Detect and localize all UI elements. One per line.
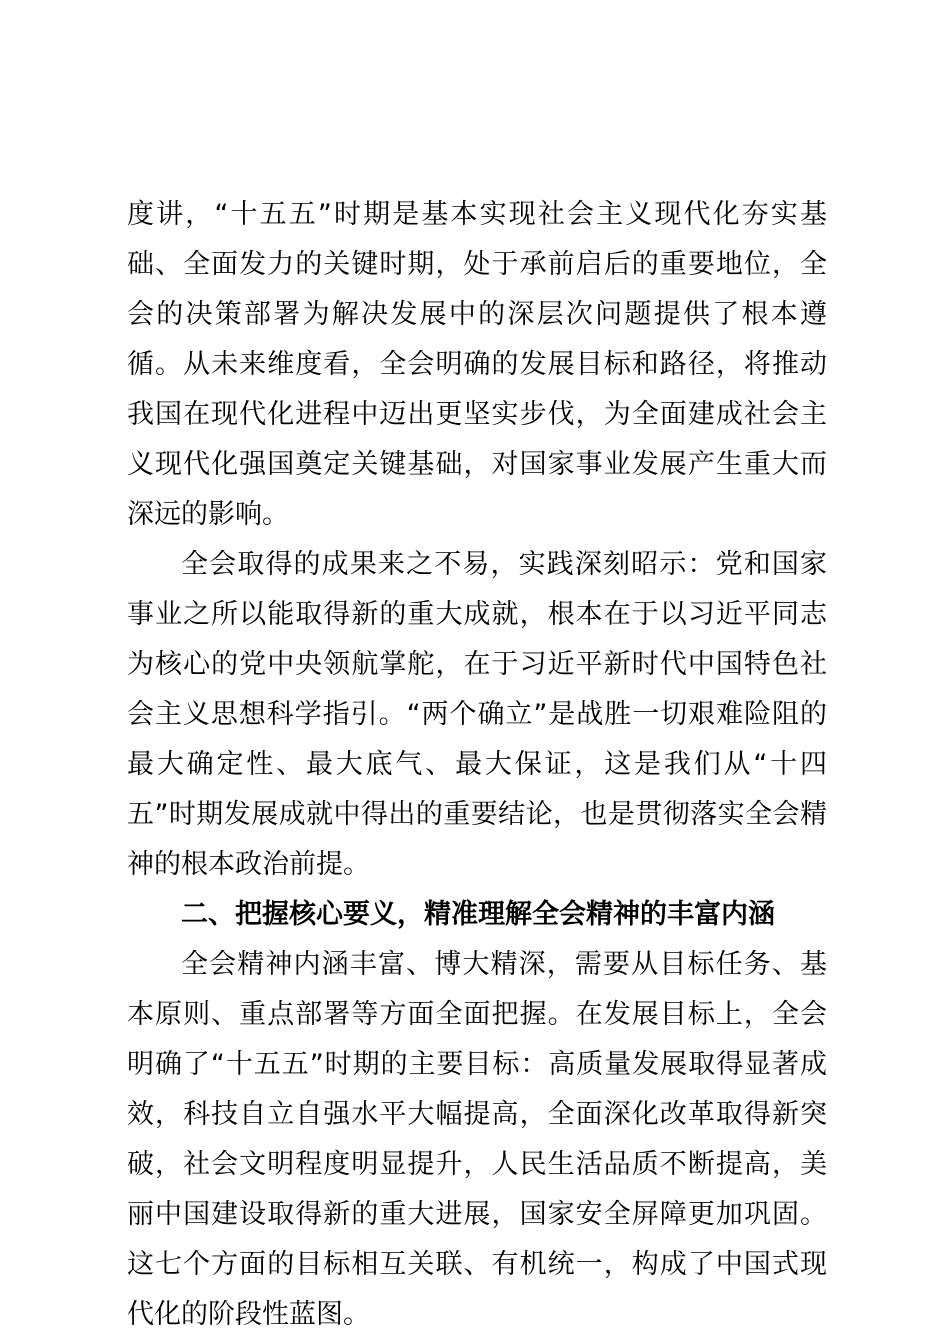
- paragraph-core-meaning: 全会精神内涵丰富、博大精深，需要从目标任务、基本原则、重点部署等方面全面把握。在发展目标上，全会明确了“十五五”时期的主要目标：高质量发展取得显著成效，科技自立自强水平大幅提高，全面深化改革取得新突破，社会文明程度明显提升，人民生活品质不断提高，美丽中国建设取得新的重大进展，国家安全屏障更加巩固。这七个方面的目标相互关联、有机统一，构成了中国式现代化的阶段性蓝图。: [127, 949, 827, 1330]
- section-heading-two: 二、把握核心要义，精准理解全会精神的丰富内涵: [181, 899, 775, 930]
- paragraph-achievements: 全会取得的成果来之不易，实践深刻昭示：党和国家事业之所以能取得新的重大成就，根本在于以习近平同志为核心的党中央领航掌舵，在于习近平新时代中国特色社会主义思想科学指引。“两个确立”是战胜一切艰难险阻的最大确定性、最大底气、最大保证，这是我们从“十四五”时期发展成就中得出的重要结论，也是贯彻落实全会精神的根本政治前提。: [127, 549, 827, 880]
- paragraph-continuation: 度讲，“十五五”时期是基本实现社会主义现代化夯实基础、全面发力的关键时期，处于承前启后的重要地位，全会的决策部署为解决发展中的深层次问题提供了根本遵循。从未来维度看，全会明确的发展目标和路径，将推动我国在现代化进程中迈出更坚实步伐，为全面建成社会主义现代化强国奠定关键基础，对国家事业发展产生重大而深远的影响。: [127, 199, 827, 530]
- document-body: [127, 190, 827, 1340]
